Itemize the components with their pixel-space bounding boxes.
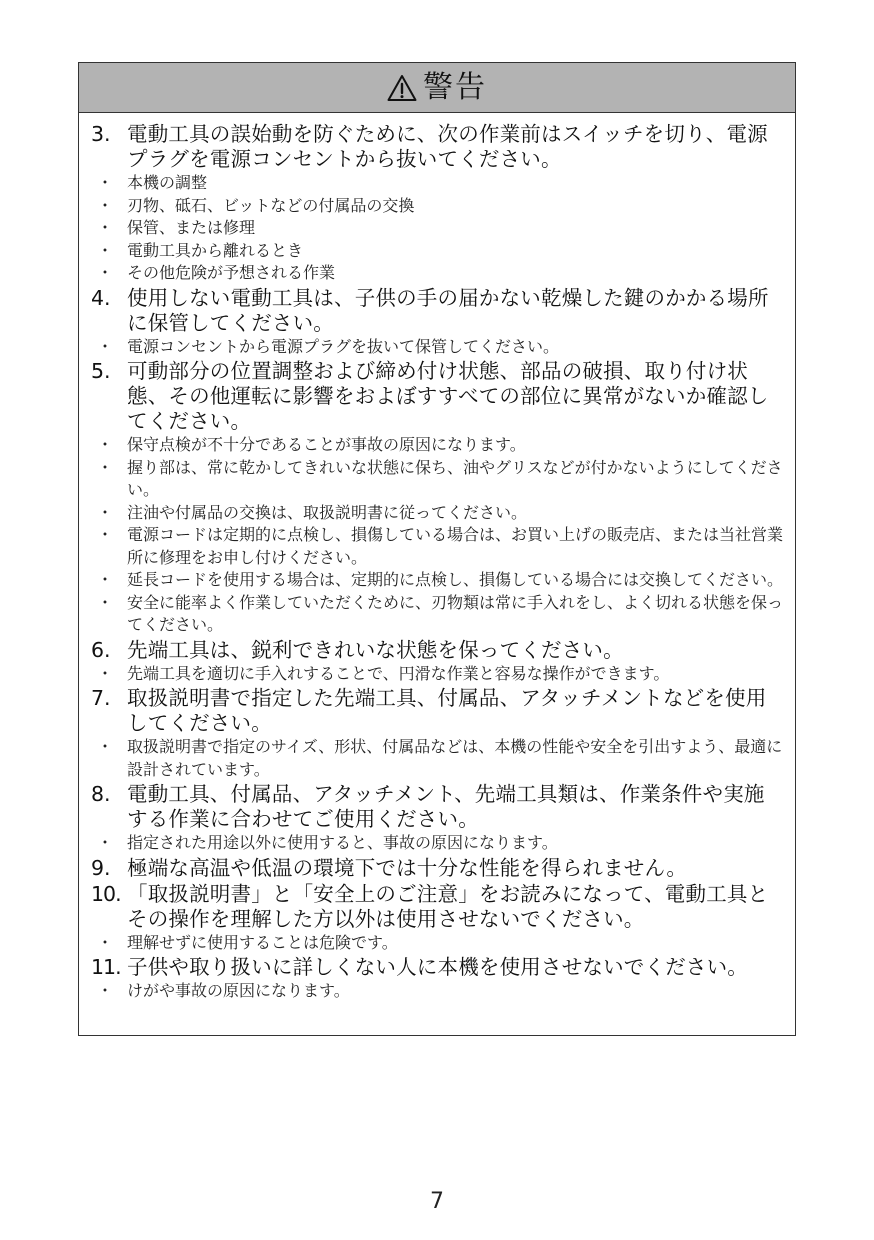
bullet-text: 電源コンセントから電源プラグを抜いて保管してください。 [127, 336, 560, 356]
bullet-item [91, 240, 783, 263]
bullet-text: 保管、または修理 [127, 218, 256, 237]
bullet-dot-icon: ・ [97, 981, 114, 1000]
bullet-dot-icon: ・ [97, 457, 114, 477]
bullet-dot-icon: ・ [97, 833, 114, 852]
bullet-item [91, 832, 783, 855]
warning-triangle-icon [387, 74, 417, 102]
bullet-item [91, 502, 783, 525]
page-number: 7 [430, 1189, 444, 1214]
bullet-item [91, 262, 783, 285]
bullet-text: その他危険が予想される作業 [127, 263, 336, 282]
bullet-item [91, 980, 783, 1003]
bullet-text: 電動工具から離れるとき [127, 240, 304, 260]
bullet-dot-icon: ・ [97, 218, 114, 237]
bullet-text: 理解せずに使用することは危険です。 [127, 932, 398, 952]
bullet-dot-icon: ・ [97, 336, 114, 356]
item-text: 先端工具は、鋭利できれいな状態を保ってください。 [127, 637, 624, 662]
item-number: 10. [91, 881, 121, 906]
item-text: 子供や取り扱いに詳しくない人に本機を使用させないでください。 [127, 955, 748, 979]
bullet-text: 握り部は、常に乾かしてきれいな状態に保ち、油やグリスなどが付かないようにしてください。 [127, 457, 783, 499]
warning-item [91, 856, 783, 881]
warning-item [91, 782, 783, 832]
bullet-text: 取扱説明書で指定のサイズ、形状、付属品などは、本機の性能や安全を引出すよう、最適に設計されています。 [127, 737, 783, 779]
warning-list [79, 113, 795, 1003]
warning-item [91, 286, 783, 336]
bullet-dot-icon: ・ [97, 663, 114, 683]
bullet-item [91, 217, 783, 240]
bullet-text: 指定された用途以外に使用すると、事故の原因になります。 [127, 833, 558, 852]
item-number: 3. [91, 122, 111, 146]
bullet-text: 保守点検が不十分であることが事故の原因になります。 [127, 435, 526, 454]
bullet-dot-icon: ・ [97, 525, 114, 544]
bullet-item [91, 195, 783, 218]
warning-item [91, 122, 783, 172]
item-text: 極端な高温や低温の環境下では十分な性能を得られません。 [127, 855, 688, 880]
bullet-item [91, 524, 783, 569]
bullet-dot-icon: ・ [97, 195, 114, 215]
item-text: 電動工具の誤始動を防ぐために、次の作業前はスイッチを切り、電源プラグを電源コンセントから抜いてください。 [127, 122, 768, 171]
bullet-dot-icon: ・ [97, 502, 114, 522]
bullet-dot-icon: ・ [97, 263, 114, 282]
warning-header [79, 63, 795, 113]
bullet-text: 刃物、砥石、ビットなどの付属品の交換 [127, 195, 415, 215]
bullet-text: 注油や付属品の交換は、取扱説明書に従ってください。 [127, 502, 528, 522]
warning-item [91, 638, 783, 663]
bullet-dot-icon: ・ [97, 592, 114, 612]
bullet-text: 安全に能率よく作業していただくために、刃物類は常に手入れをし、よく切れる状態を保ってください。 [127, 592, 784, 634]
item-number: 8. [91, 782, 111, 806]
item-number: 6. [91, 637, 111, 662]
bullet-dot-icon: ・ [97, 570, 114, 589]
bullet-item [91, 336, 783, 359]
item-number: 4. [91, 285, 111, 310]
item-text: 使用しない電動工具は、子供の手の届かない乾燥した鍵のかかる場所に保管してください。 [127, 285, 769, 335]
item-text: 電動工具、付属品、アタッチメント、先端工具類は、作業条件や実施する作業に合わせてご使用ください。 [127, 782, 765, 831]
bullet-dot-icon: ・ [97, 932, 114, 952]
bullet-text: 電源コードは定期的に点検し、損傷している場合は、お買い上げの販売店、または当社営業所に修理をお申し付けください。 [127, 525, 784, 567]
warning-item [91, 955, 783, 980]
bullet-item [91, 569, 783, 592]
bullet-item [91, 434, 783, 457]
item-text: 可動部分の位置調整および締め付け状態、部品の破損、取り付け状態、その他運転に影響をおよぼすすべての部位に異常がないか確認してください。 [127, 359, 769, 433]
bullet-item [91, 932, 783, 955]
item-text: 取扱説明書で指定した先端工具、付属品、アタッチメントなどを使用してください。 [127, 686, 767, 735]
bullet-item [91, 663, 783, 686]
item-number: 7. [91, 686, 111, 710]
item-number: 9. [91, 855, 111, 880]
bullet-item [91, 457, 783, 502]
bullet-dot-icon: ・ [97, 240, 114, 260]
item-number: 5. [91, 359, 111, 383]
bullet-dot-icon: ・ [97, 173, 114, 192]
bullet-dot-icon: ・ [97, 435, 114, 454]
warning-title: 警告 [423, 69, 487, 105]
bullet-text: 本機の調整 [127, 173, 208, 192]
warning-box [78, 62, 796, 1036]
bullet-item [91, 172, 783, 195]
bullet-item [91, 736, 783, 781]
bullet-text: けがや事故の原因になります。 [127, 981, 350, 1000]
bullet-text: 延長コードを使用する場合は、定期的に点検し、損傷している場合には交換してください。 [127, 570, 784, 589]
warning-item [91, 686, 783, 736]
warning-item [91, 359, 783, 434]
bullet-item [91, 592, 783, 637]
bullet-dot-icon: ・ [97, 737, 114, 756]
bullet-text: 先端工具を適切に手入れすることで、円滑な作業と容易な操作ができます。 [127, 663, 670, 683]
item-number: 11. [91, 955, 121, 979]
item-text: 「取扱説明書」と「安全上のご注意」をお読みになって、電動工具とその操作を理解した方以外は使用させないでください。 [127, 881, 769, 931]
warning-item [91, 882, 783, 932]
